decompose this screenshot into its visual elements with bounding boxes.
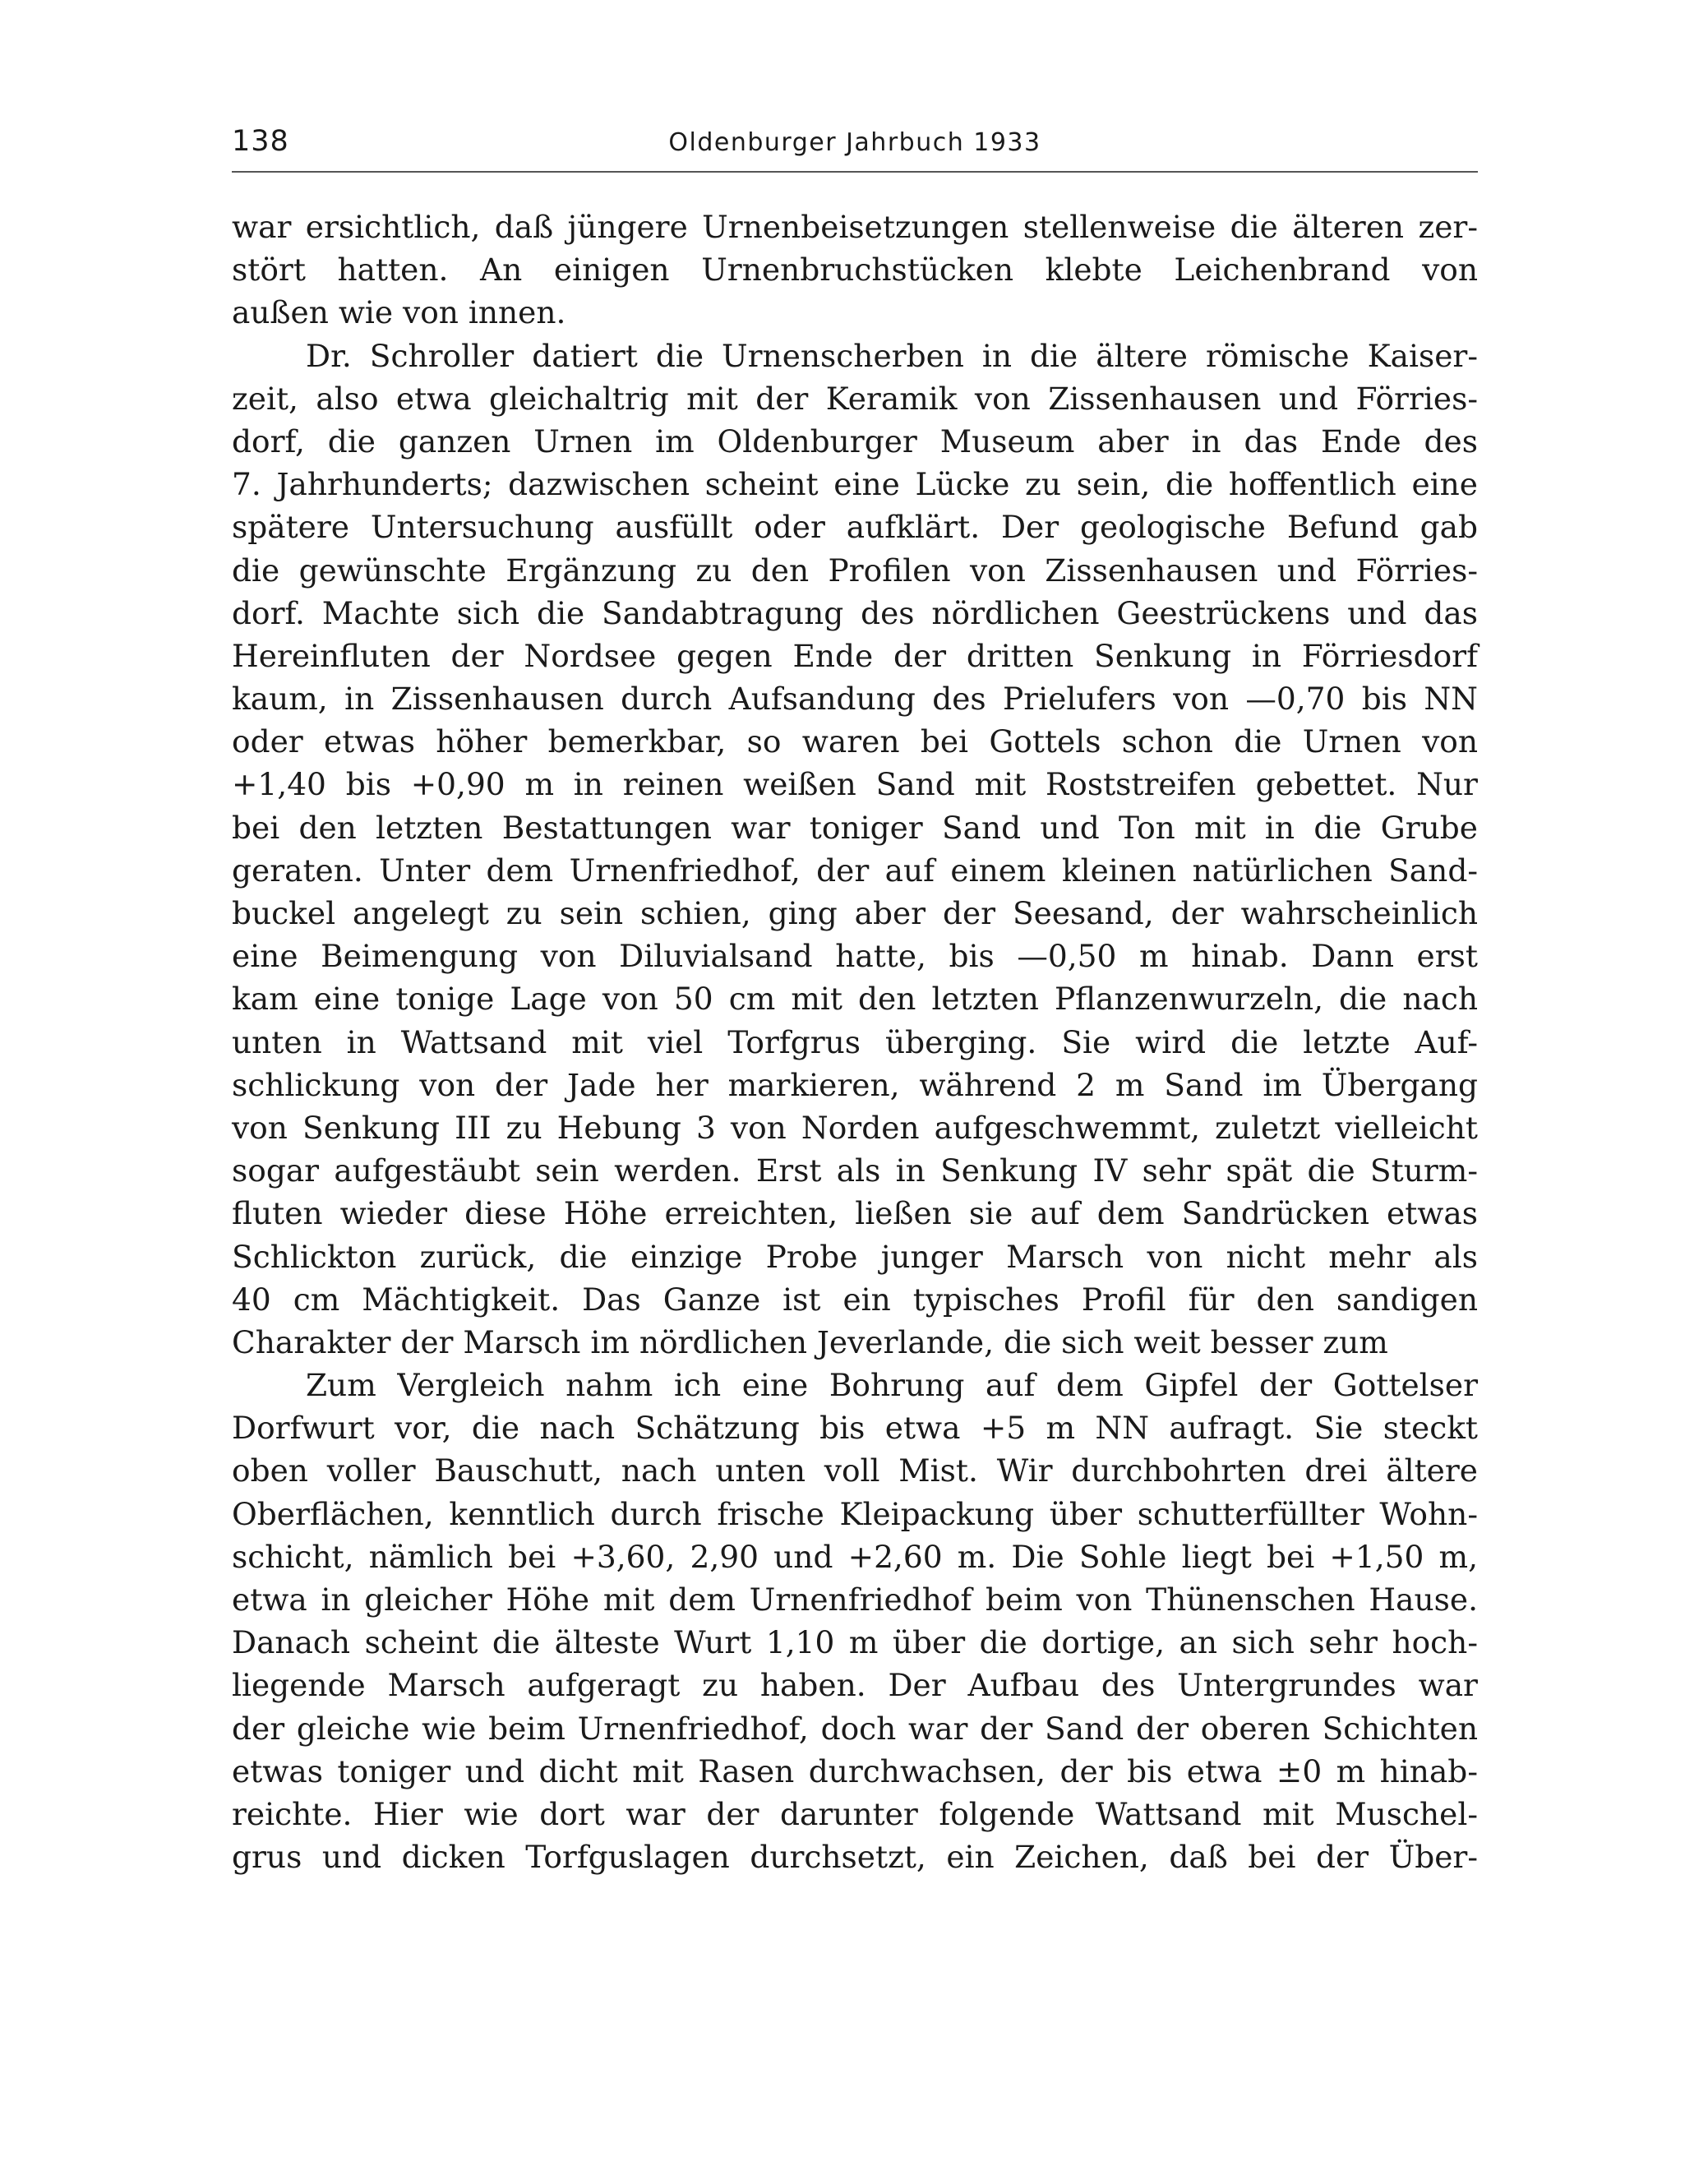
text-line: 40 cm Mächtigkeit. Das Ganze ist ein typisches Profil für den sandigen (232, 1281, 1478, 1318)
paragraph-3 (232, 1364, 1478, 1878)
text-line: buckel angelegt zu sein schien, ging aber der Seesand, der wahrscheinlich (232, 895, 1478, 931)
text-line: grus und dicken Torfguslagen durchsetzt, ein Zeichen, daß bei der Über- (232, 1839, 1478, 1876)
text-line: etwas toniger und dicht mit Rasen durchwachsen, der bis etwa ±0 m hinab- (232, 1752, 1478, 1789)
text-line: außen wie von innen. (232, 294, 566, 331)
text-line: sogar aufgestäubt sein werden. Erst als in Senkung IV sehr spät die Sturm- (232, 1152, 1478, 1189)
text-line: bei den letzten Bestattungen war toniger Sand und Ton mit in die Grube (232, 809, 1478, 846)
text-line: Zum Vergleich nahm ich eine Bohrung auf dem Gipfel der Gottelser (306, 1367, 1478, 1404)
journal-title: Oldenburger Jahrbuch 1933 (668, 128, 1041, 157)
text-line: die gewünschte Ergänzung zu den Profilen von Zissenhausen und Förries- (232, 552, 1478, 589)
text-line: unten in Wattsand mit viel Torfgrus überging. Sie wird die letzte Auf- (232, 1023, 1478, 1060)
text-line: Oberflächen, kenntlich durch frische Kleipackung über schutterfüllter Wohn- (232, 1495, 1478, 1532)
text-line: dorf, die ganzen Urnen im Oldenburger Museum aber in das Ende des (232, 422, 1478, 459)
text-line: reichte. Hier wie dort war der darunter folgende Wattsand mit Muschel- (232, 1795, 1478, 1832)
text-line: Charakter der Marsch im nördlichen Jeverlande, die sich weit besser zum (232, 1323, 1388, 1360)
text-line: von Senkung III zu Hebung 3 von Norden aufgeschwemmt, zuletzt vielleicht (232, 1109, 1478, 1146)
text-line: zeit, also etwa gleichaltrig mit der Keramik von Zissenhausen und Förries- (232, 380, 1478, 417)
text-line: schicht, nämlich bei +3,60, 2,90 und +2,60 m. Die Sohle liegt bei +1,50 m, (232, 1538, 1478, 1575)
text-line: Danach scheint die älteste Wurt 1,10 m über die dortige, an sich sehr hoch- (232, 1624, 1478, 1661)
text-line: schlickung von der Jade her markieren, während 2 m Sand im Übergang (232, 1066, 1478, 1103)
header-rule (232, 171, 1478, 173)
text-line: dorf. Machte sich die Sandabtragung des nördlichen Geestrückens und das (232, 594, 1478, 631)
text-line: etwa in gleicher Höhe mit dem Urnenfriedhof beim von Thünenschen Hause. (232, 1581, 1478, 1618)
text-line: Hereinfluten der Nordsee gegen Ende der dritten Senkung in Förriesdorf (232, 637, 1478, 674)
text-line: geraten. Unter dem Urnenfriedhof, der auf einem kleinen natürlichen Sand- (232, 852, 1478, 889)
text-line: liegende Marsch aufgeragt zu haben. Der Aufbau des Untergrundes war (232, 1667, 1478, 1704)
text-line: war ersichtlich, daß jüngere Urnenbeisetzungen stellenweise die älteren zer- (232, 209, 1478, 245)
text-line: fluten wieder diese Höhe erreichten, ließen sie auf dem Sandrücken etwas (232, 1195, 1478, 1232)
text-line: Schlickton zurück, die einzige Probe junger Marsch von nicht mehr als (232, 1238, 1478, 1275)
text-line: Dr. Schroller datiert die Urnenscherben in die ältere römische Kaiser- (306, 337, 1478, 374)
text-line: oben voller Bauschutt, nach unten voll Mist. Wir durchbohrten drei ältere (232, 1452, 1478, 1489)
text-line: spätere Untersuchung ausfüllt oder aufklärt. Der geologische Befund gab (232, 509, 1478, 546)
text-line: Dorfwurt vor, die nach Schätzung bis etwa +5 m NN aufragt. Sie steckt (232, 1410, 1478, 1447)
text-line: kam eine tonige Lage von 50 cm mit den letzten Pflanzenwurzeln, die nach (232, 981, 1478, 1018)
text-line: der gleiche wie beim Urnenfriedhof, doch war der Sand der oberen Schichten (232, 1710, 1478, 1747)
text-line: 7. Jahrhunderts; dazwischen scheint eine Lücke zu sein, die hoffentlich eine (232, 466, 1478, 503)
text-line: stört hatten. An einigen Urnenbruchstücken klebte Leichenbrand von (232, 252, 1478, 289)
text-line: +1,40 bis +0,90 m in reinen weißen Sand mit Roststreifen gebettet. Nur (232, 766, 1478, 803)
text-line: oder etwas höher bemerkbar, so waren bei Gottels schon die Urnen von (232, 723, 1478, 760)
text-line: eine Beimengung von Diluvialsand hatte, bis —0,50 m hinab. Dann erst (232, 938, 1478, 975)
text-line: kaum, in Zissenhausen durch Aufsandung des Prielufers von —0,70 bis NN (232, 681, 1478, 718)
paragraph-1 (232, 205, 1478, 335)
paragraph-2 (232, 335, 1478, 1364)
body-text (232, 205, 1478, 1878)
page-number: 138 (232, 125, 289, 158)
running-head (232, 123, 1478, 169)
